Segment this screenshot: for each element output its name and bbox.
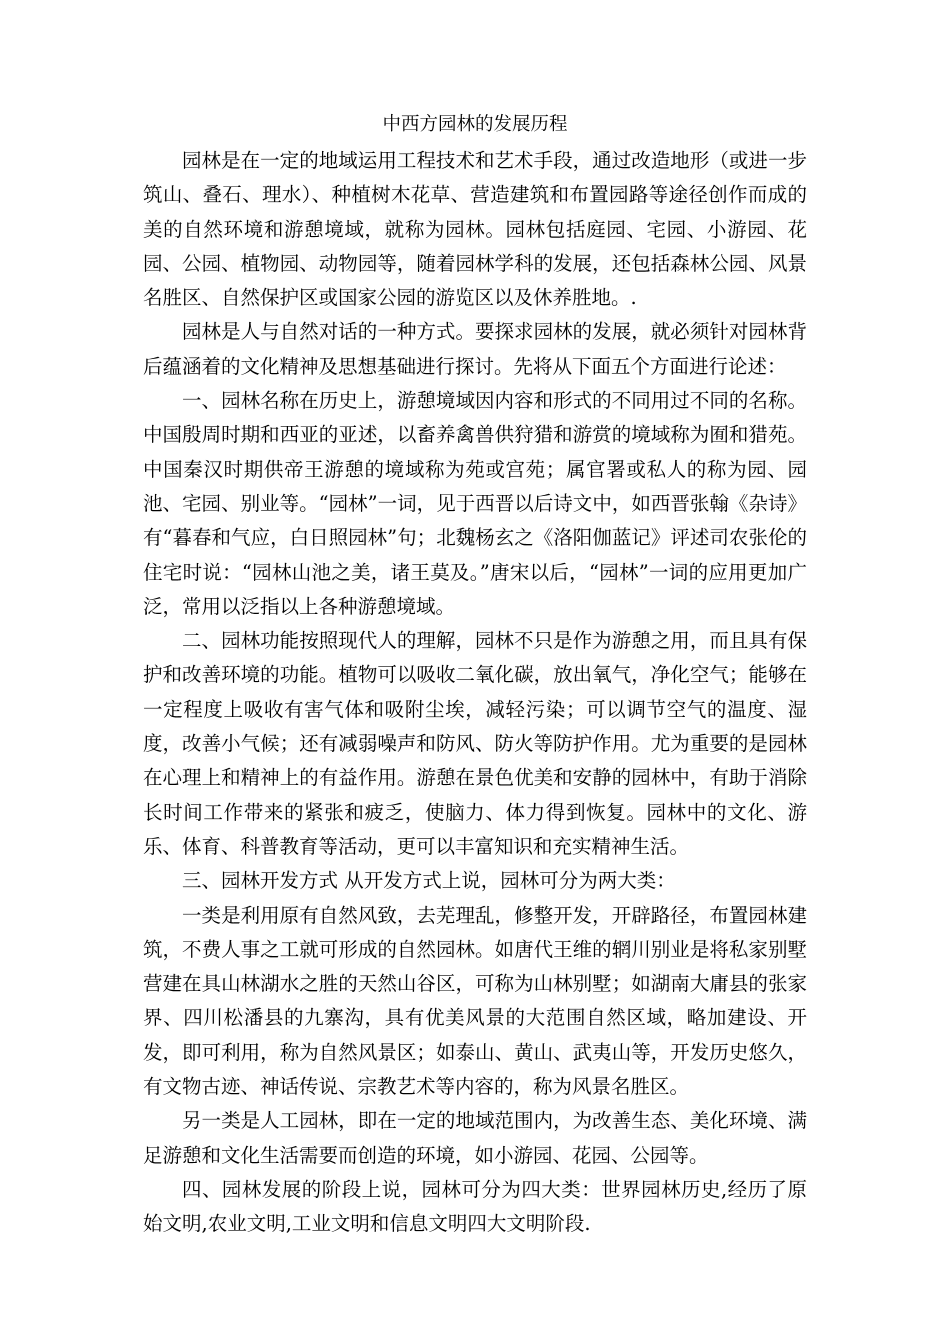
- paragraph-development-methods: 三、园林开发方式 从开发方式上说，园林可分为两大类：: [182, 869, 676, 893]
- paragraph-natural-gardens: 一类是利用原有自然风致，去芜理乱，修整开发，开辟路径，布置园林建筑，不费人事之工就可形成的自然园林。如唐代王维的辋川别业是将私家别墅营建在具山林湖水之胜的天然山谷区，可称为山林别墅；如湖南大庸县的张家界、四川松潘县的九寨沟，具有优美风景的大范围自然区域，略加建设、开发，即可利用，称为自然风景区；如泰山、黄山、武夷山等，开发历史悠久，有文物古迹、神话传说、宗教艺术等内容的，称为风景名胜区。: [143, 903, 807, 1099]
- paragraph-development-stages: 四、园林发展的阶段上说，园林可分为四大类：世界园林历史,经历了原始文明,农业文明,工业文明和信息文明四大文明阶段.: [143, 1177, 807, 1236]
- paragraph-introduction: 园林是人与自然对话的一种方式。要探求园林的发展，就必须针对园林背后蕴涵着的文化精神及思想基础进行探讨。先将从下面五个方面进行论述：: [143, 320, 807, 378]
- paragraph-artificial-gardens: 另一类是人工园林，即在一定的地域范围内，为改善生态、美化环境、满足游憩和文化生活需要而创造的环境，如小游园、花园、公园等。: [143, 1109, 807, 1167]
- document-title: 中西方园林的发展历程: [382, 114, 568, 135]
- paragraph-garden-names: 一、园林名称在历史上，游憩境域因内容和形式的不同用过不同的名称。中国殷周时期和西亚的亚述，以畜养禽兽供狩猎和游赏的境域称为囿和猎苑。中国秦汉时期供帝王游憩的境域称为苑或宫苑；属官署或私人的称为园、园池、宅园、别业等。“园林”一词，见于西晋以后诗文中，如西晋张翰《杂诗》有“暮春和气应，白日照园林”句；北魏杨玄之《洛阳伽蓝记》评述司农张伦的住宅时说：“园林山池之美，诸王莫及。”唐宋以后，“园林”一词的应用更加广泛，常用以泛指以上各种游憩境域。: [143, 389, 807, 618]
- paragraph-definition: 园林是在一定的地域运用工程技术和艺术手段，通过改造地形（或进一步筑山、叠石、理水）、种植树木花草、营造建筑和布置园路等途径创作而成的美的自然环境和游憩境域，就称为园林。园林包括庭园、宅园、小游园、花园、公园、植物园、动物园等，随着园林学科的发展，还包括森林公园、风景名胜区、自然保护区或国家公园的游览区以及休养胜地。.: [143, 149, 807, 310]
- paragraph-garden-functions: 二、园林功能按照现代人的理解，园林不只是作为游憩之用，而且具有保护和改善环境的功能。植物可以吸收二氧化碳，放出氧气，净化空气；能够在一定程度上吸收有害气体和吸附尘埃，减轻污染；可以调节空气的温度、湿度，改善小气候；还有减弱噪声和防风、防火等防护作用。尤为重要的是园林在心理上和精神上的有益作用。游憩在景色优美和安静的园林中，有助于消除长时间工作带来的紧张和疲乏，使脑力、体力得到恢复。园林中的文化、游乐、体育、科普教育等活动，更可以丰富知识和充实精神生活。: [143, 629, 807, 858]
